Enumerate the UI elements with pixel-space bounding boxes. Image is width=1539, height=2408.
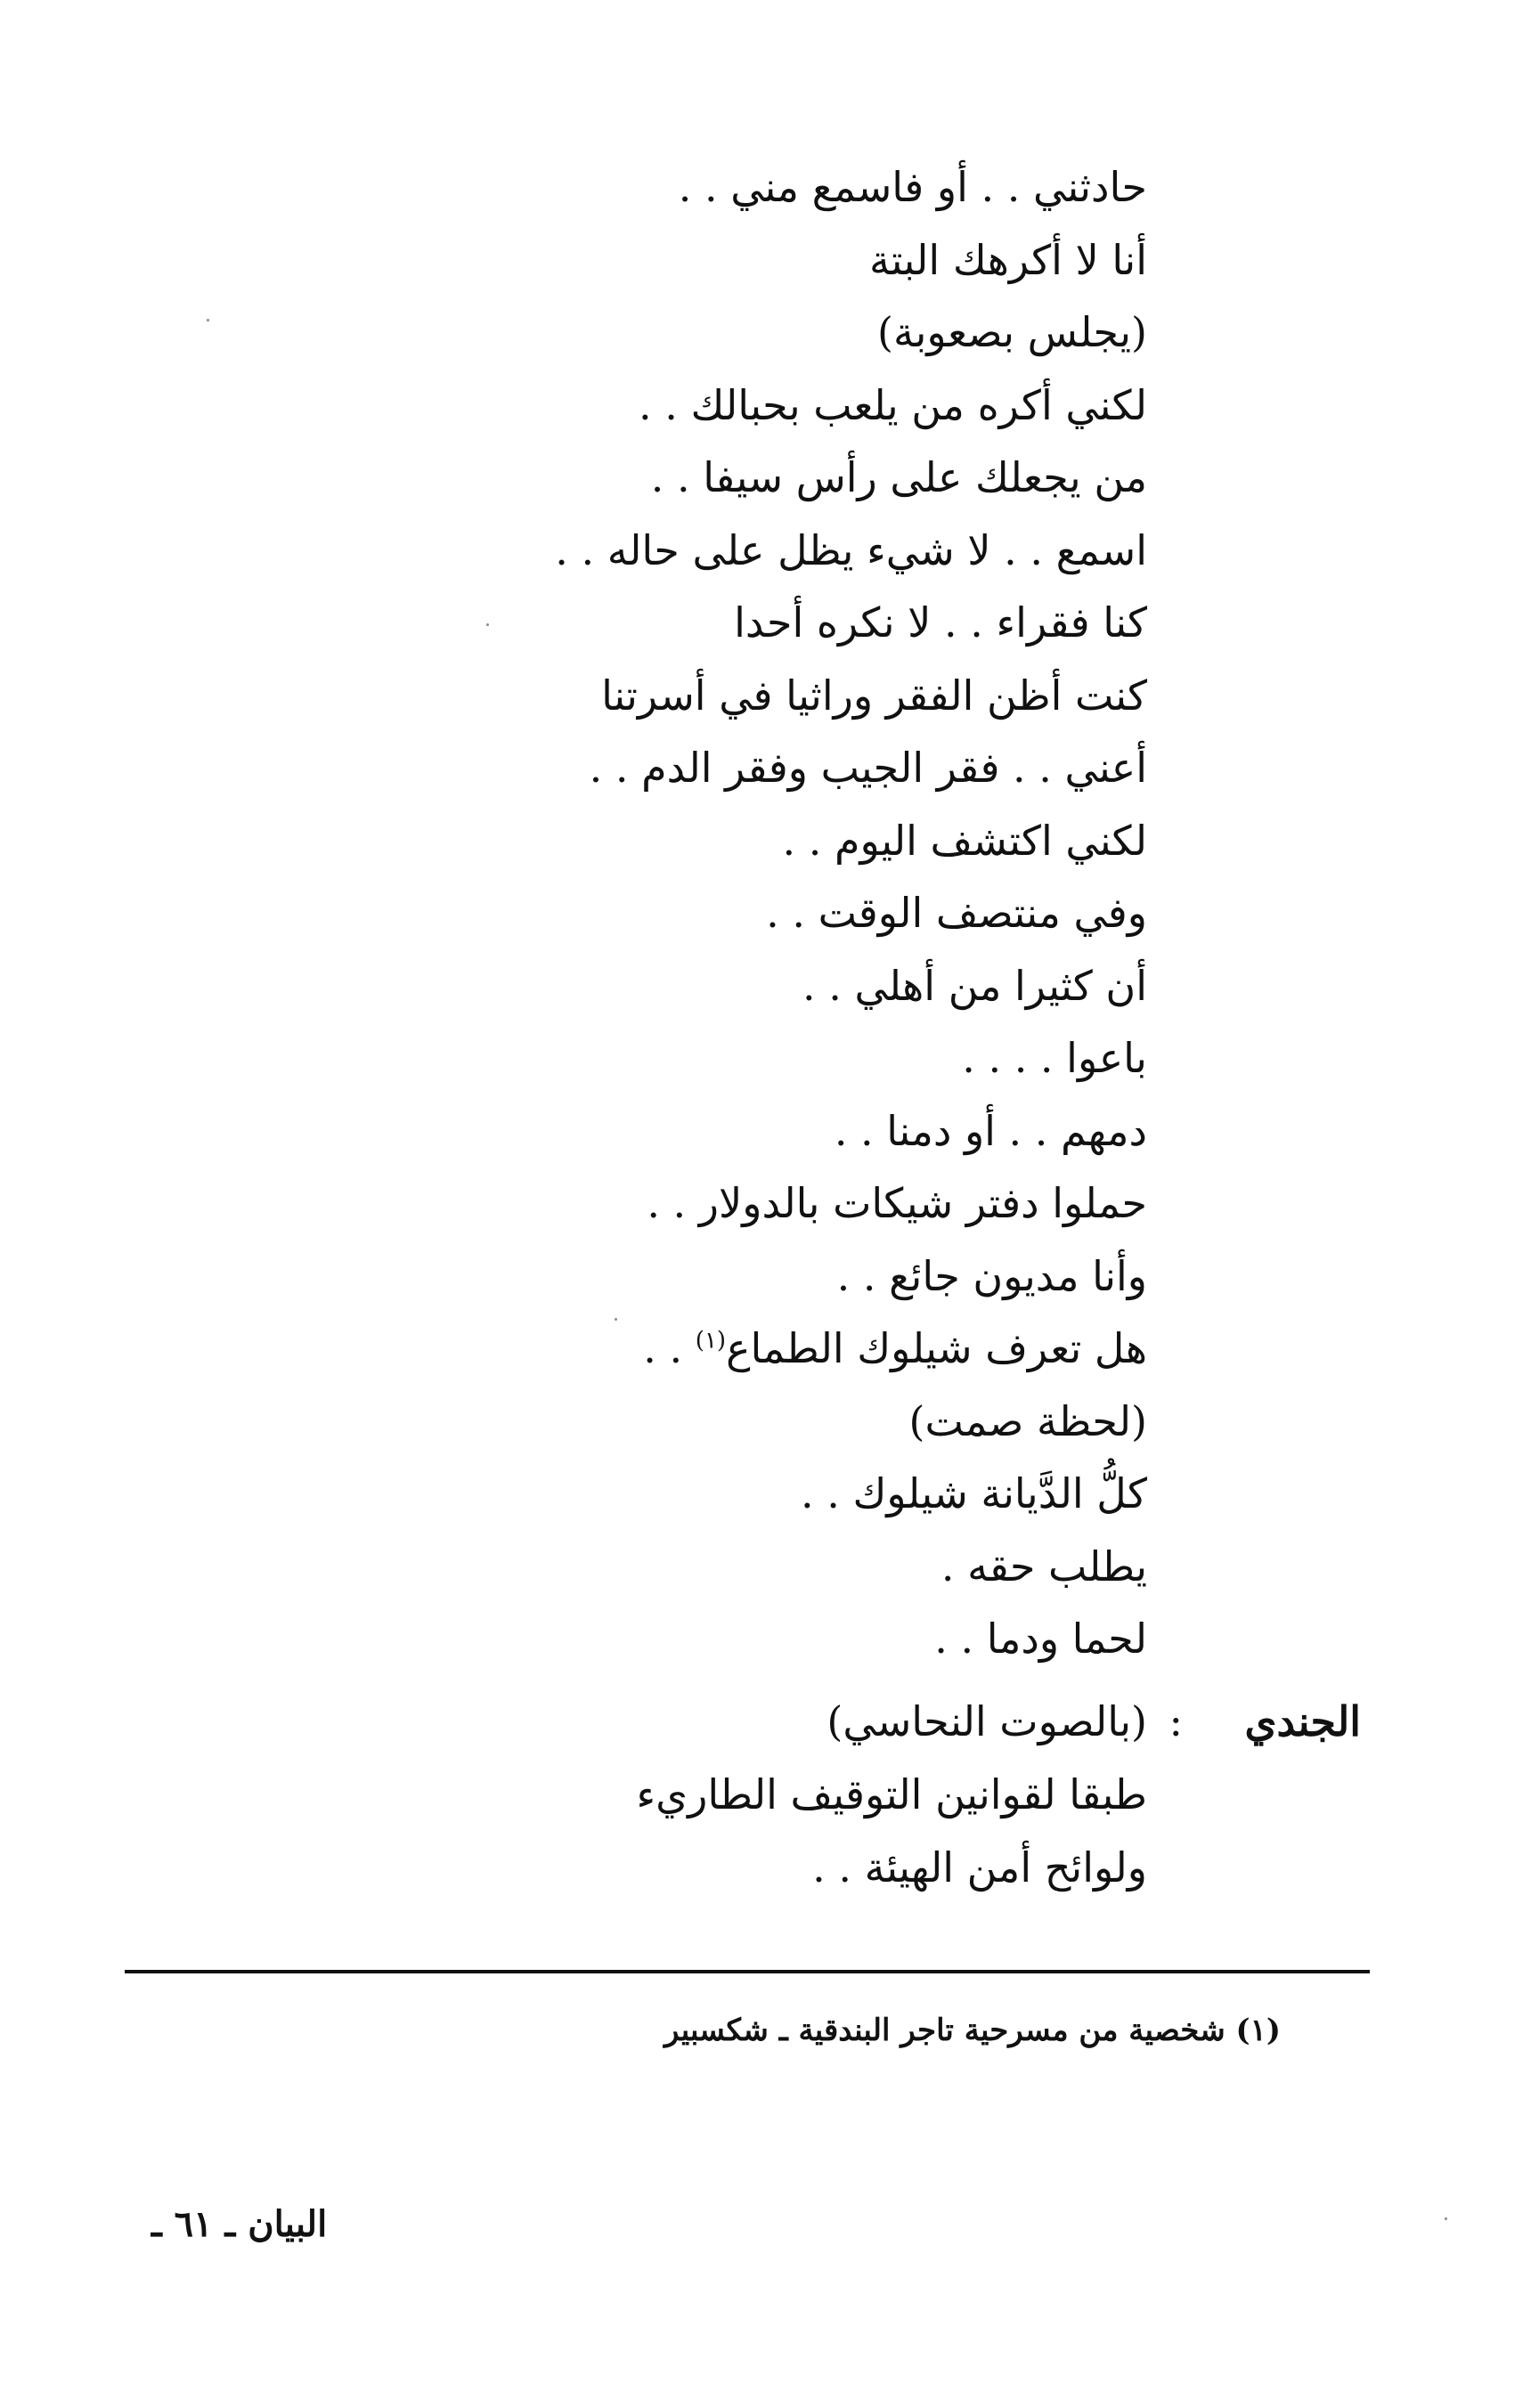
verse-text: هل تعرف شيلوك الطماع — [726, 1324, 1147, 1372]
verse-line: لكني أكره من يلعب بحبالك . . — [638, 380, 1147, 429]
speaker-name: الجندي — [1244, 1697, 1361, 1745]
stage-direction: (يجلس بصعوبة) — [877, 308, 1147, 356]
footnote-divider — [125, 1970, 1370, 1973]
verse-line: باعوا . . . . — [962, 1034, 1147, 1082]
verse-line: وأنا مديون جائع . . — [836, 1251, 1147, 1300]
verse-line: من يجعلك على رأس سيفا . . — [650, 453, 1147, 501]
scan-speck — [1445, 2217, 1447, 2220]
footnote-text: (١) شخصية من مسرحية تاجر البندقية ـ شكسبير — [664, 2013, 1281, 2048]
verse-line: طبقا لقوانين التوقيف الطاريء — [636, 1770, 1147, 1818]
scan-speck — [615, 1318, 617, 1321]
verse-block — [346, 151, 1147, 1676]
verse-line: حملوا دفتر شيكات بالدولار . . — [647, 1179, 1147, 1227]
verse-text: . . — [643, 1324, 696, 1372]
footnote-marker[interactable]: (١) — [695, 1327, 727, 1354]
verse-line: وفي منتصف الوقت . . — [766, 889, 1147, 937]
verse-line: كنت أظن الفقر وراثيا في أسرتنا — [601, 671, 1147, 720]
verse-line: دمهم . . أو دمنا . . — [834, 1106, 1147, 1155]
verse-line: أن كثيرا من أهلي . . — [802, 961, 1147, 1010]
verse-line: كنا فقراء . . لا نكره أحدا — [734, 598, 1147, 647]
stage-direction: (لحظة صمت) — [908, 1396, 1147, 1445]
verse-line: لحما ودما . . — [934, 1615, 1147, 1663]
verse-line: ولوائح أمن الهيئة . . — [812, 1843, 1147, 1891]
verse-line: أنا لا أكرهك البتة — [868, 235, 1147, 284]
verse-line: حادثني . . أو فاسمع مني . . — [678, 163, 1147, 211]
verse-line: أعني . . فقر الجيب وفقر الدم . . — [589, 744, 1147, 792]
scan-speck — [486, 623, 489, 626]
verse-block-after — [346, 1759, 1147, 1904]
speaker-colon: : — [1168, 1697, 1183, 1745]
verse-line: كلُّ الدَّيانة شيلوك . . — [800, 1469, 1147, 1517]
verse-line: لكني اكتشف اليوم . . — [782, 816, 1147, 865]
scan-speck — [207, 319, 209, 321]
page-footer: البيان ـ ٦١ ـ — [151, 2203, 328, 2245]
stage-direction: (بالصوت النحاسي) — [826, 1697, 1147, 1745]
speaker-row — [0, 1686, 1539, 1758]
verse-line-with-footnote — [346, 1313, 1147, 1386]
verse-line: اسمع . . لا شيء يظل على حاله . . — [555, 525, 1147, 574]
verse-line: يطلب حقه . — [940, 1542, 1147, 1590]
